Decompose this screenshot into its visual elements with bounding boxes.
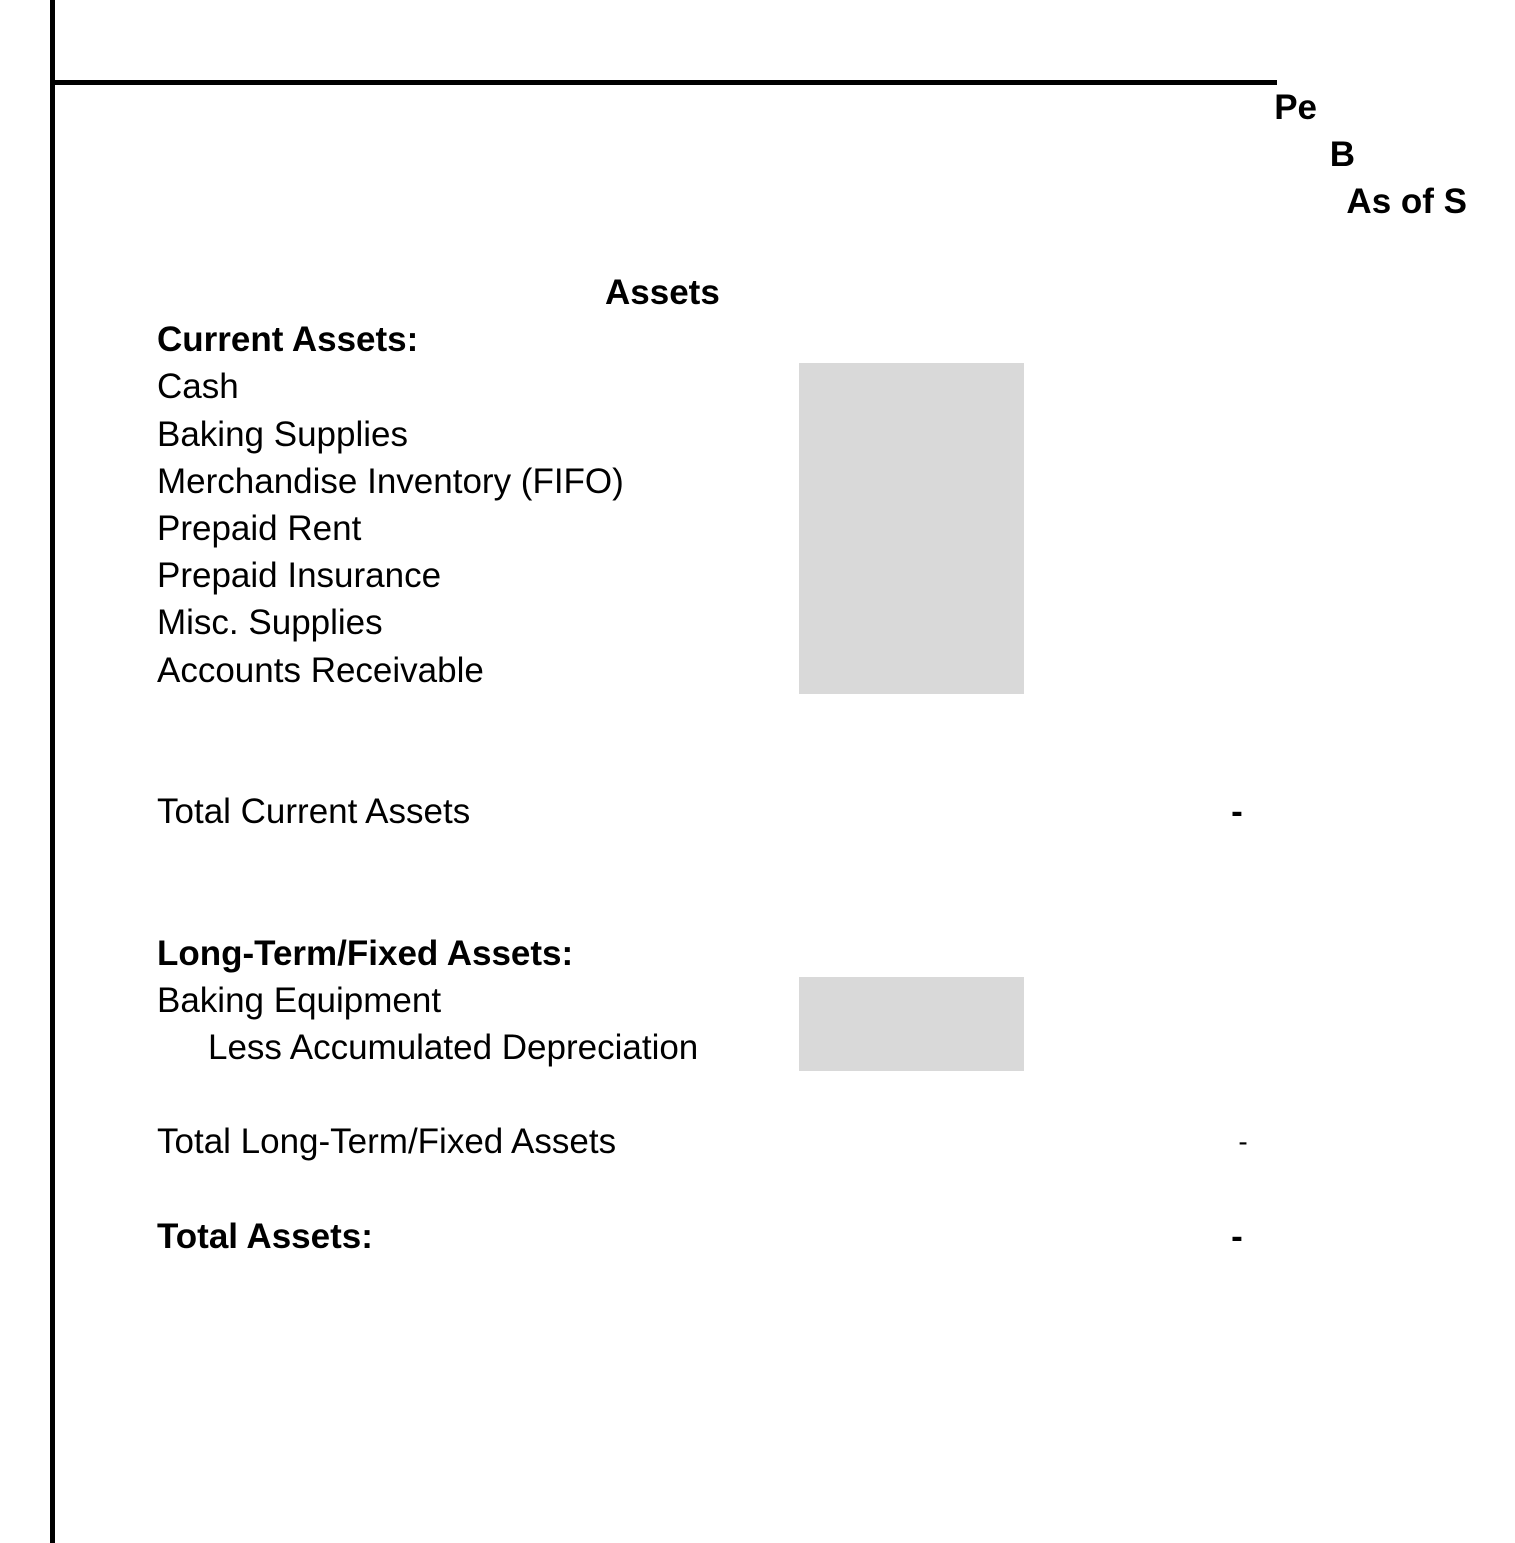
line-item-misc-supplies: Misc. Supplies (157, 603, 383, 642)
sheet-left-border (50, 0, 55, 1543)
total-fixed-assets-label: Total Long-Term/Fixed Assets (157, 1122, 617, 1161)
total-assets-value: - (1231, 1217, 1243, 1256)
total-fixed-assets-value: - (1238, 1126, 1248, 1157)
line-item-accounts-receivable: Accounts Receivable (157, 651, 484, 690)
line-item-accumulated-depreciation: Less Accumulated Depreciation (208, 1028, 699, 1067)
total-assets-label: Total Assets: (157, 1217, 373, 1256)
header-report-name: B (1329, 135, 1355, 174)
header-company-name: Pe (1274, 88, 1317, 127)
line-item-prepaid-rent: Prepaid Rent (157, 509, 362, 548)
report-header (900, 88, 1467, 228)
line-item-prepaid-insurance: Prepaid Insurance (157, 556, 442, 595)
section-title-assets: Assets (605, 273, 720, 312)
sheet-top-border (50, 80, 1277, 85)
line-item-baking-equipment: Baking Equipment (157, 981, 442, 1020)
current-assets-input-cells[interactable] (799, 363, 1024, 694)
fixed-assets-input-cells[interactable] (799, 977, 1024, 1071)
total-current-assets-value: - (1231, 792, 1243, 831)
line-item-baking-supplies: Baking Supplies (157, 415, 408, 454)
total-current-assets-label: Total Current Assets (157, 792, 471, 831)
line-item-cash: Cash (157, 367, 239, 406)
fixed-assets-heading: Long-Term/Fixed Assets: (157, 934, 574, 973)
header-report-date: As of S (1346, 182, 1467, 221)
line-item-merchandise-inventory: Merchandise Inventory (FIFO) (157, 462, 624, 501)
current-assets-heading: Current Assets: (157, 320, 419, 359)
